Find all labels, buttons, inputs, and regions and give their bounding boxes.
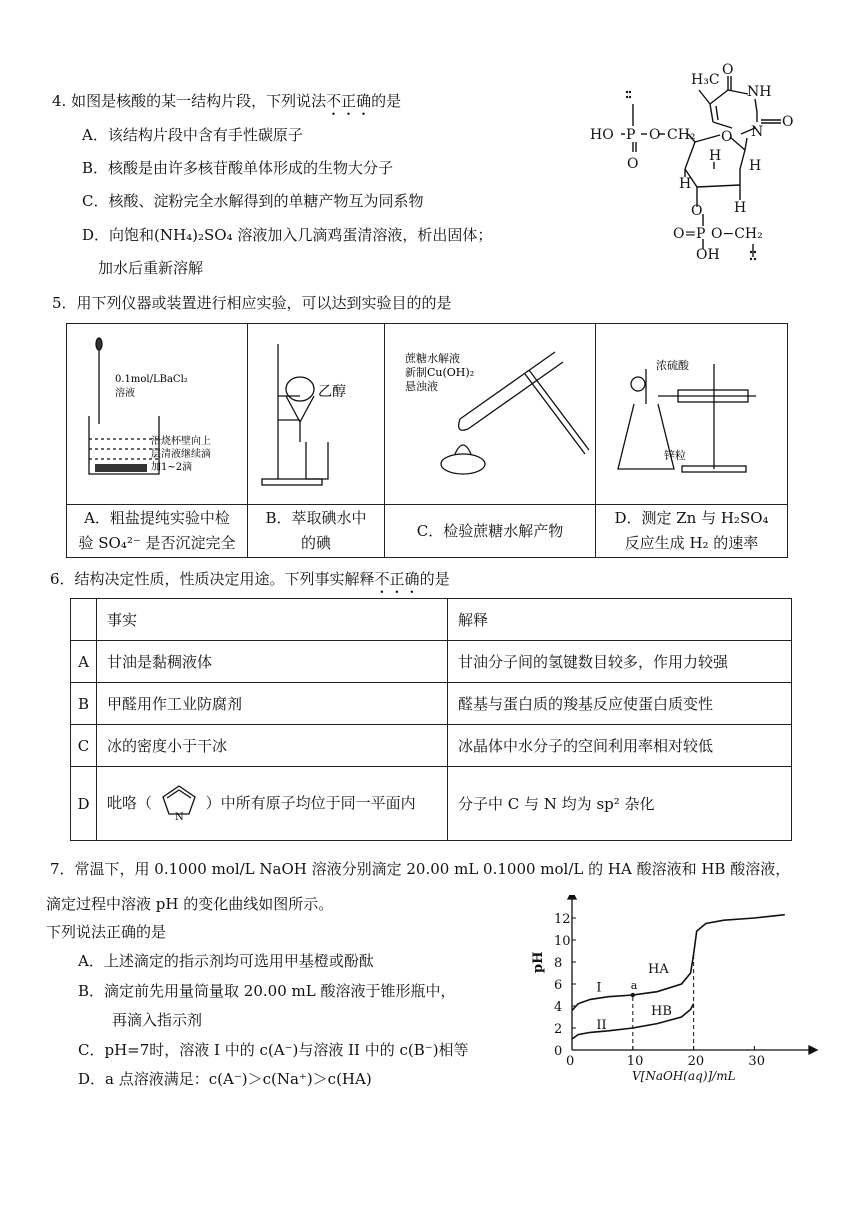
q5-stem: 5．用下列仪器或装置进行相应实验，可以达到实验目的的是	[52, 294, 452, 312]
o-right-label: O	[782, 114, 794, 130]
header-explain: 解释	[448, 599, 792, 641]
x-tick-label: 10	[626, 1054, 644, 1069]
point-a-marker	[631, 993, 635, 997]
y-tick-label: 12	[554, 912, 571, 927]
y-tick-label: 4	[554, 1000, 563, 1015]
q4-option-c: C．核酸、淀粉完全水解得到的单糖产物互为同系物	[82, 192, 424, 210]
ch2-label: CH₂	[667, 127, 696, 143]
o1-label: O	[649, 127, 661, 143]
caption-a: A．粗盐提纯实验中检 验 SO₄²⁻ 是否沉淀完全	[67, 505, 248, 558]
y-tick-label: 0	[554, 1044, 563, 1059]
header-label	[71, 599, 97, 641]
panel-d	[596, 324, 788, 505]
methyl-label: H₃C	[691, 72, 720, 88]
y-tick-label: 6	[554, 978, 563, 993]
q7-stem-line1: 7．常温下，用 0.1000 mol/L NaOH 溶液分别滴定 20.00 mL 0.1000 mol/L 的 HA 酸溶液和 HB 酸溶液，	[50, 860, 791, 878]
x-tick-label: 20	[687, 1054, 705, 1069]
o4-label: O=	[673, 226, 697, 242]
q4-option-d-cont: 加水后重新溶解	[98, 259, 204, 277]
h2-label: H	[679, 176, 692, 192]
table-header-row	[71, 599, 792, 641]
series-line-ha	[572, 915, 785, 1011]
panel-c-label-c: 悬浊液	[405, 380, 438, 393]
q7-option-b: B．滴定前先用量筒量取 20.00 mL 酸溶液于锥形瓶中，	[78, 982, 456, 1000]
panel-d-label-b: 锌粒	[664, 449, 686, 462]
x-tick-label: 30	[748, 1054, 765, 1069]
panel-a-note-2: 层清液继续滴	[151, 449, 211, 460]
o-down-label: O	[627, 156, 639, 172]
panel-c-label-b: 新制Cu(OH)₂	[405, 366, 475, 379]
x-axis-label: V[NaOH(aq)]/mL	[632, 1069, 736, 1083]
panel-a-note-1: 沿烧杯壁向上	[151, 436, 211, 447]
panel-d-figure	[596, 324, 778, 500]
x-axis-arrow	[809, 1046, 817, 1054]
h4-label: H	[734, 200, 747, 216]
caption-c: C．检验蔗糖水解产物	[385, 505, 596, 558]
och2-label: O−CH₂	[711, 226, 763, 242]
panel-b-figure	[248, 324, 384, 500]
q5-apparatus-table	[66, 323, 788, 558]
q7-option-c: C．pH=7时，溶液 I 中的 c(A⁻)与溶液 II 中的 c(B⁻)相等	[78, 1041, 469, 1059]
h1-label: H	[749, 158, 762, 174]
nucleotide-structure	[585, 52, 825, 267]
q7-stem-line3: 下列说法正确的是	[46, 923, 167, 941]
q7-option-a: A．上述滴定的指示剂均可选用甲基橙或酚酞	[78, 952, 374, 970]
q6-stem-end: 的是	[419, 570, 450, 588]
panel-d-label-a: 浓硫酸	[656, 359, 689, 372]
panel-a-label-a: 0.1mol/LBaCl₂	[115, 374, 188, 385]
q7-option-d: D．a 点溶液满足：c(A⁻)＞c(Na⁺)＞c(HA)	[78, 1070, 372, 1088]
caption-d: D．测定 Zn 与 H₂SO₄ 反应生成 H₂ 的速率	[596, 505, 788, 558]
q6-stem	[50, 568, 450, 597]
panel-a-note-3: 加1~2滴	[151, 462, 193, 473]
header-fact: 事实	[97, 599, 448, 641]
y-tick-label: 10	[554, 934, 571, 949]
panel-c	[385, 324, 596, 505]
point-a-label: a	[630, 979, 638, 992]
y-tick-label: 8	[554, 956, 563, 971]
p1-label: P	[626, 127, 636, 143]
q7-stem-line2: 滴定过程中溶液 pH 的变化曲线如图所示。	[46, 895, 334, 913]
nh-label: NH	[747, 84, 772, 100]
q6-stem-emph: 不正确	[374, 570, 420, 588]
q6-stem-text: 6．结构决定性质，性质决定用途。下列事实解释	[50, 570, 375, 588]
y-tick-label: 2	[554, 1022, 563, 1037]
o-ring-label: O	[721, 129, 733, 145]
panel-b-label: 乙醇	[318, 384, 346, 400]
n-label: N	[751, 124, 764, 140]
series-label-ha: HA	[648, 962, 669, 977]
q4-stem-text: 4. 如图是核酸的某一结构片段，下列说法	[52, 92, 327, 110]
q6-facts-table	[70, 598, 792, 841]
pyrrole-structure	[157, 782, 201, 826]
y-axis-label: pH	[531, 951, 546, 973]
svg-text:N: N	[174, 811, 184, 823]
ho-label: HO	[590, 127, 614, 143]
h3-label: H	[709, 148, 722, 164]
panel-a-label-b: 溶液	[115, 388, 135, 399]
series-label-hb: HB	[651, 1003, 672, 1019]
table-row: D 吡咯（ N ）中所有原子均位于同一平面内 分子中 C 与 N 均为 sp² 杂化	[71, 767, 792, 841]
p2-label: P	[696, 226, 706, 242]
x-tick-label: 0	[566, 1054, 575, 1069]
q4-stem-end: 的是	[371, 92, 402, 110]
q4-option-b: B．核酸是由许多核苷酸单体形成的生物大分子	[82, 159, 394, 177]
y-axis-arrow	[568, 895, 576, 899]
panel-a-figure	[67, 324, 247, 500]
q4-option-d: D．向饱和(NH₄)₂SO₄ 溶液加入几滴鸡蛋清溶液，析出固体；	[82, 226, 493, 244]
oh-label: OH	[696, 247, 720, 263]
q4-option-a: A．该结构片段中含有手性碳原子	[82, 126, 303, 144]
q4-stem	[52, 90, 401, 119]
panel-b	[248, 324, 385, 505]
o3-label: O	[691, 203, 703, 219]
table-row: C 冰的密度小于干冰 冰晶体中水分子的空间利用率相对较低	[71, 725, 792, 767]
panel-c-figure	[385, 324, 595, 500]
titration-chart	[530, 895, 820, 1085]
caption-b: B．萃取碘水中 的碘	[248, 505, 385, 558]
panel-a	[67, 324, 248, 505]
table-row: A 甘油是黏稠液体 甘油分子间的氢键数目较多，作用力较强	[71, 641, 792, 683]
table-row: B 甲醛用作工业防腐剂 醛基与蛋白质的羧基反应使蛋白质变性	[71, 683, 792, 725]
o-top-label: O	[722, 62, 734, 78]
q4-stem-emph: 不正确	[326, 92, 372, 110]
q7-option-b-cont: 再滴入指示剂	[112, 1011, 203, 1029]
curve-i-label: I	[596, 980, 602, 996]
panel-c-label-a: 蔗糖水解液	[405, 352, 460, 365]
curve-ii-label: II	[596, 1018, 607, 1034]
